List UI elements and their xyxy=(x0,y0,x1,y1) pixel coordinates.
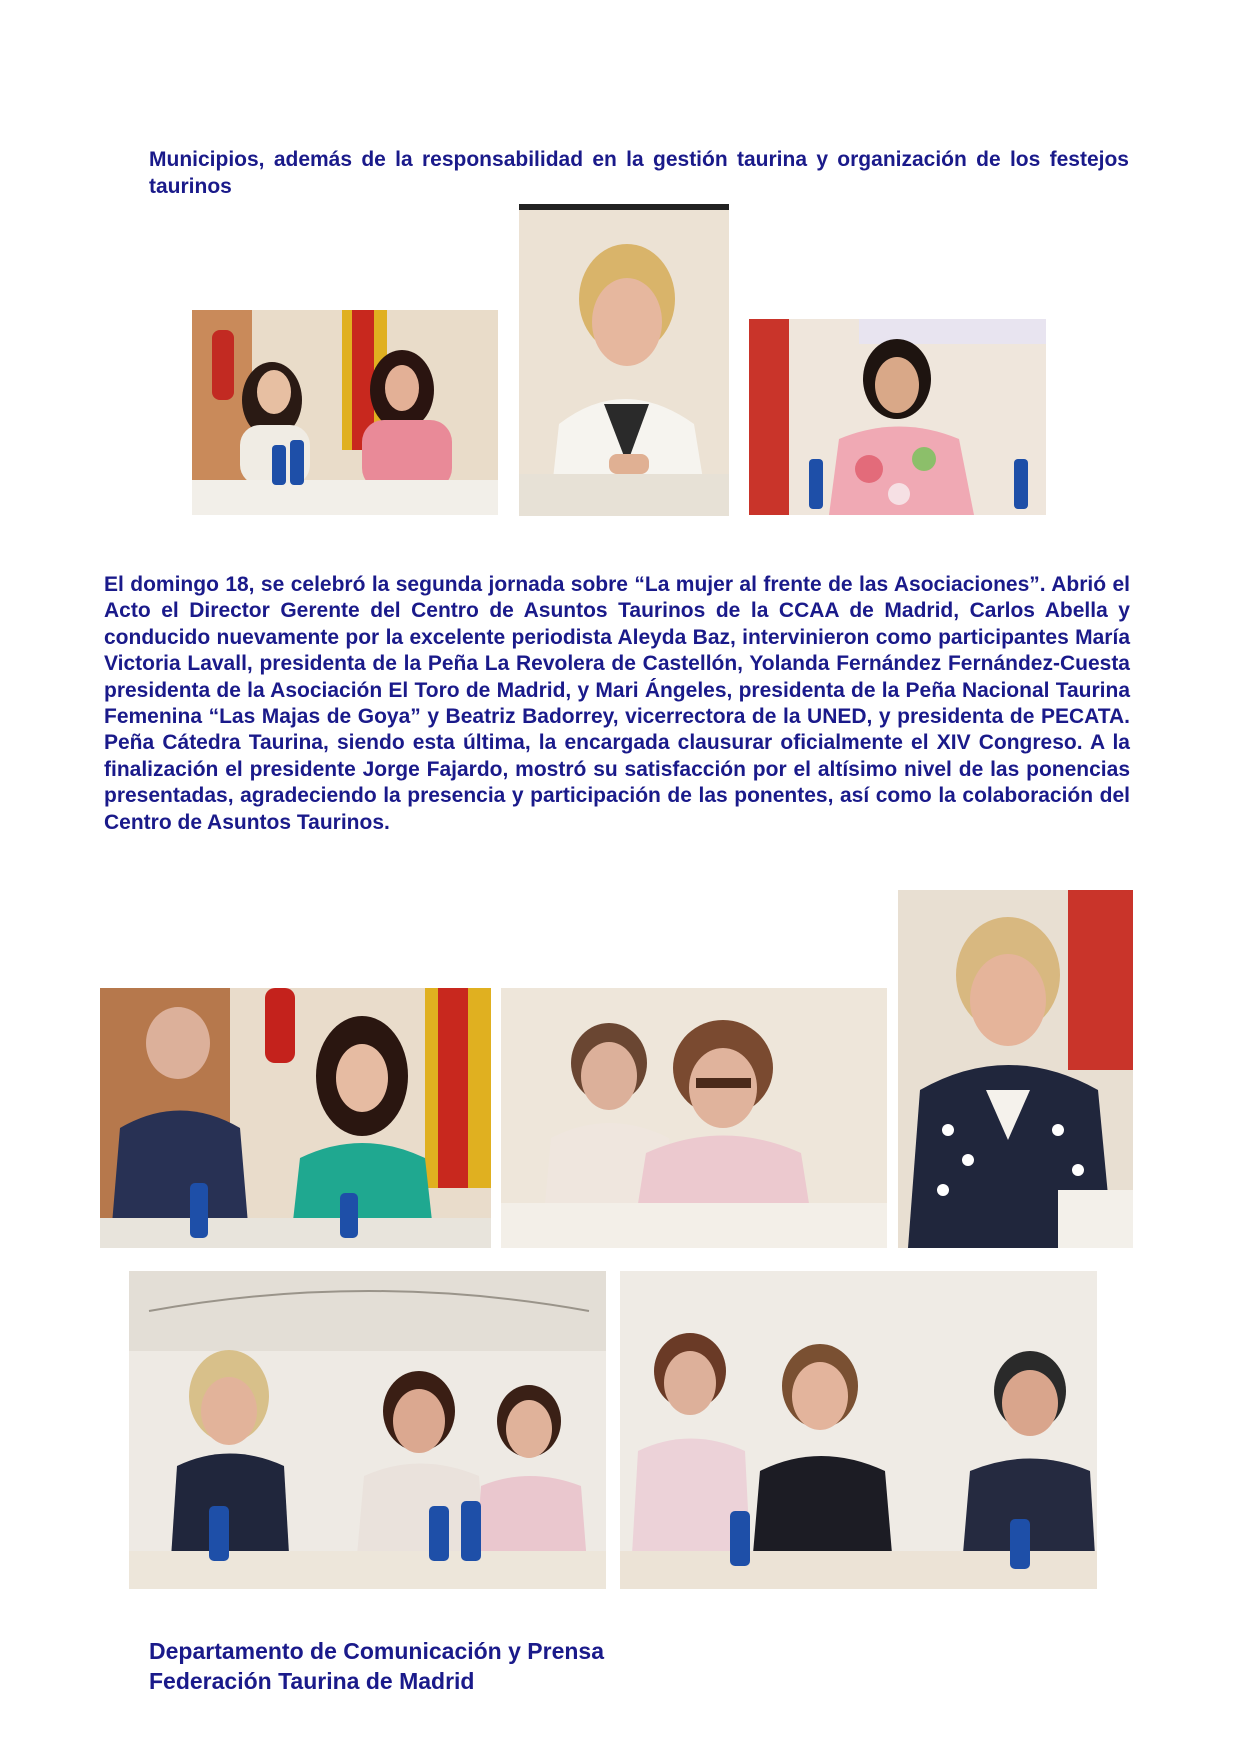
photo-two-older-women-speaking xyxy=(501,988,887,1248)
footer-federation: Federación Taurina de Madrid xyxy=(149,1668,475,1694)
photo-panel-woman-speaking-with-man xyxy=(620,1271,1097,1589)
photo-woman-speaking-white-jacket xyxy=(519,204,729,516)
photo-man-and-young-woman xyxy=(100,988,491,1248)
photo-woman-floral-blouse xyxy=(749,319,1046,515)
footer-department: Departamento de Comunicación y Prensa xyxy=(149,1638,605,1664)
photo-blonde-woman-polka-dot-jacket xyxy=(898,890,1133,1248)
intro-continuation-paragraph: Municipios, además de la responsabilidad en la gestión taurina y organización de los festejos taurinos xyxy=(149,148,1129,198)
photo-two-women-at-table xyxy=(192,310,498,515)
photo-panel-three-women xyxy=(129,1271,606,1589)
second-day-paragraph: El domingo 18, se celebró la segunda jornada sobre “La mujer al frente de las Asociaciones”. Abrió el Acto el Director Gerente del Centro de Asuntos Taurinos de la CCAA de Madrid, Carlos Abella y conducido nuevamente por la excelente periodista Aleyda Baz, intervinieron como participantes María Victoria Lavall, presidenta de la Peña La Revolera de Castellón, Yolanda Fernández Fernández-Cuesta presidenta de la Asociación El Toro de Madrid, y Mari Ángeles, presidenta de la Peña Nacional Taurina Femenina “Las Majas de Goya” y Beatriz Badorrey, vicerrectora de la UNED, y presidenta de PECATA. Peña Cátedra Taurina, siendo esta última, la encargada clausurar oficialmente el XIV Congreso. A la finalización el presidente Jorge Fajardo, mostró su satisfacción por el altísimo nivel de las ponencias presentadas, agradeciendo la presencia y participación de las ponentes, así como la colaboración del Centro de Asuntos Taurinos. xyxy=(104,573,1130,834)
footer-signature xyxy=(149,1636,604,1696)
